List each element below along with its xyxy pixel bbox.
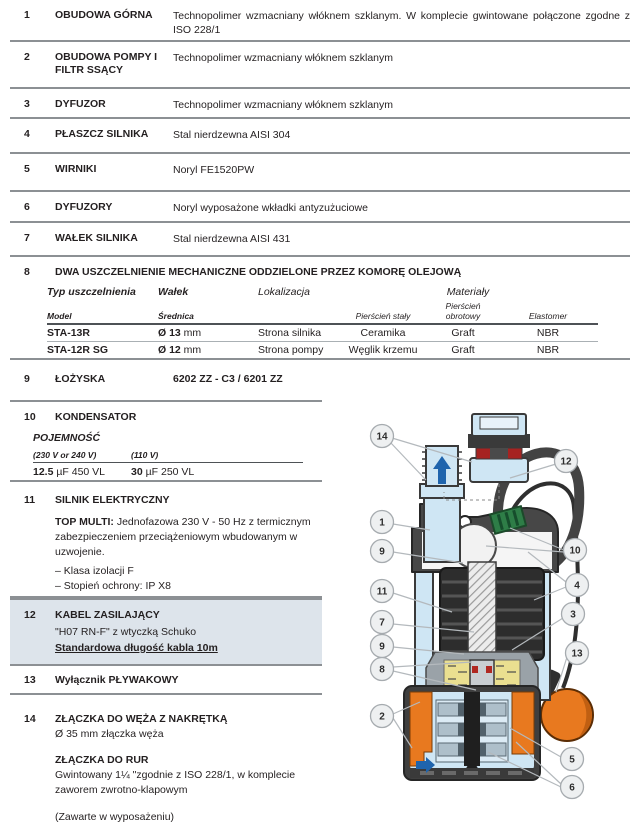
seal-model: STA-13R [47, 327, 90, 339]
cable-label: KABEL ZASILAJĄCY [55, 609, 160, 621]
seal-section [10, 257, 630, 360]
component-description: Stal nierdzewna AISI 431 [173, 233, 291, 245]
callout-number: 8 [379, 664, 385, 676]
callout-number: 10 [569, 545, 581, 557]
pump-casing-right [512, 692, 534, 754]
cable-length: Standardowa długość kabla 10m [55, 642, 218, 654]
component-label: DYFUZOR [55, 98, 106, 110]
seal-row-sta12rsg [47, 342, 598, 358]
row-number: 11 [24, 494, 36, 506]
component-description: Technopolimer wzmacniany włóknem szklanym. W komplecie gwintowane połączone zgodne z ISO 228/1 [173, 10, 630, 36]
callout-7 [371, 611, 394, 634]
seal-diameter [158, 327, 258, 339]
float-switch-row [10, 666, 322, 695]
motor-protection-degree: – Stopień ochrony: IP X8 [55, 580, 171, 592]
callout-number: 12 [560, 456, 572, 468]
callout-number: 5 [569, 754, 575, 766]
callout-number: 13 [571, 648, 583, 660]
bearings-row [10, 360, 322, 402]
callout-11 [371, 580, 394, 603]
spec-row-6 [10, 192, 630, 223]
hose-fitting-label: ZŁĄCZKA DO WĘŻA Z NAKRĘTKĄ [55, 713, 228, 725]
row-number: 3 [24, 98, 30, 110]
capacitor-row [10, 402, 322, 482]
callout-8 [371, 658, 394, 681]
seal-table [47, 286, 598, 358]
callout-number: 7 [379, 617, 385, 629]
seal-diameter-unit: mm [180, 344, 202, 356]
seal-section-title: DWA USZCZELNIENIE MECHANICZNE ODDZIELONE PRZEZ KOMORĘ OLEJOWĄ [55, 266, 462, 278]
component-description: Noryl FE1520PW [173, 164, 255, 176]
seal-diameter-value: Ø 12 [158, 344, 181, 356]
capacitance-value-230 [33, 466, 131, 478]
callout-number: 11 [376, 586, 388, 598]
motor-label: SILNIK ELEKTRYCZNY [55, 494, 170, 506]
discharge-pipe-body [424, 496, 460, 562]
component-description: Noryl wyposażone wkładki antyzużuciowe [173, 202, 368, 214]
component-label: WIRNIKI [55, 163, 97, 175]
pump-cutaway-diagram [360, 400, 640, 812]
subcol-empty [258, 318, 338, 321]
capacitance-number: 30 [131, 466, 143, 478]
row-number: 10 [24, 411, 36, 423]
capacitance-subtitle: POJEMNOŚĆ [33, 432, 101, 444]
capacitance-number: 12.5 [33, 466, 54, 478]
seal-diameter [158, 344, 258, 356]
row-number: 7 [24, 232, 30, 244]
callout-number: 2 [379, 711, 385, 723]
callout-number: 6 [569, 782, 575, 794]
spec-row-1 [10, 0, 630, 42]
subcol-model: Model [47, 311, 72, 321]
callout-6 [561, 776, 584, 799]
subcol-rotating-ring: Pierścień obrotowy [445, 301, 481, 321]
seal-location: Strona silnika [258, 327, 322, 339]
spec-row-5 [10, 154, 630, 192]
row-number: 6 [24, 201, 30, 213]
subcol-elastomer: Elastomer [528, 311, 568, 321]
voltage-header-110: (110 V) [131, 450, 159, 460]
spec-row-7 [10, 223, 630, 257]
row-number: 9 [24, 373, 30, 385]
bearings-label: ŁOŻYSKA [55, 373, 106, 385]
bearings-value: 6202 ZZ - C3 / 6201 ZZ [173, 373, 283, 385]
row-number: 14 [24, 713, 36, 725]
motor-row [10, 482, 322, 598]
col-header-location: Lokalizacja [258, 286, 310, 298]
motor-brand-desc: Jednofazowa 230 V - 50 Hz z termicznym zabezpieczeniem przeciążeniowym wbudowanym w uzwojenie. [55, 516, 311, 558]
spec-row-3 [10, 89, 630, 119]
row-number: 5 [24, 163, 30, 175]
lower-shaft [464, 692, 480, 766]
subcol-diameter: Średnica [158, 311, 194, 321]
component-label: PŁASZCZ SILNIKA [55, 128, 149, 140]
callout-number: 9 [379, 641, 385, 653]
lower-component-list [10, 360, 322, 823]
callout-9-lower [371, 635, 394, 658]
capacitance-value-110 [131, 466, 303, 478]
spec-row-4 [10, 119, 630, 154]
pipe-fitting-label: ZŁĄCZKA DO RUR [55, 754, 149, 766]
row-number: 8 [24, 266, 30, 278]
motor-insulation-class: – Klasa izolacji F [55, 565, 134, 577]
seal-model: STA-12R SG [47, 344, 109, 356]
seal-table-subheader [47, 298, 598, 325]
seal-rotating-ring: Graft [451, 344, 475, 356]
hose-fitting-size: Ø 35 mm złączka węża [55, 728, 164, 740]
pump-diagram-svg [360, 400, 640, 812]
cable-type: "H07 RN-F" z wtyczką Schuko [55, 626, 197, 638]
row-number: 13 [24, 674, 36, 686]
callout-3 [562, 603, 585, 626]
seal-rotating-ring: Graft [451, 327, 475, 339]
component-label: OBUDOWA GÓRNA [55, 9, 153, 21]
motor-description [55, 515, 331, 560]
callout-5 [561, 748, 584, 771]
callout-4 [566, 574, 589, 597]
pipe-fitting-description: Gwintowany 1¼ "zgodnie z ISO 228/1, w komplecie zaworem zwrotno-klapowym [55, 769, 296, 796]
float-switch-label: Wyłącznik PŁYWAKOWY [55, 674, 179, 686]
row-number: 1 [24, 9, 30, 21]
included-note: (Zawarte w wyposażeniu) [55, 811, 175, 823]
col-header-shaft: Wałek [158, 286, 189, 298]
callout-1 [371, 511, 394, 534]
motor-shaft [468, 562, 496, 662]
hose-connector-part [468, 414, 530, 482]
component-description: Stal nierdzewna AISI 304 [173, 129, 291, 141]
seal-diameter-value: Ø 13 [158, 327, 181, 339]
callout-number: 4 [574, 580, 580, 592]
callout-10 [564, 539, 587, 562]
component-description: Technopolimer wzmacniany włóknem szklanym [173, 52, 393, 64]
seal-elastomer: NBR [536, 344, 560, 356]
row-number: 4 [24, 128, 30, 140]
callout-number: 9 [379, 546, 385, 558]
callout-number: 1 [379, 517, 385, 529]
callout-9-upper [371, 540, 394, 563]
seal-elastomer: NBR [536, 327, 560, 339]
capacitance-unit: µF 450 VL [53, 466, 106, 478]
seal-row-sta13r [47, 325, 598, 342]
capacitance-table [33, 450, 303, 478]
component-label: OBUDOWA POMPY I FILTR SSĄCY [55, 51, 158, 76]
row-number: 12 [24, 609, 36, 621]
callout-number: 3 [570, 609, 576, 621]
callout-12 [555, 450, 578, 473]
seal-stationary-ring: Węglik krzemu [348, 344, 418, 356]
component-label: DYFUZORY [55, 201, 113, 213]
cable-row-highlighted [10, 598, 322, 666]
voltage-header-230: (230 V or 240 V) [33, 450, 97, 460]
subcol-stationary-ring: Pierścień stały [355, 311, 411, 321]
callout-number: 14 [376, 431, 388, 443]
fittings-row [10, 695, 322, 823]
col-header-materials: Materiały [446, 286, 490, 298]
motor-brand: TOP MULTI: [55, 516, 114, 528]
capacitor-label: KONDENSATOR [55, 411, 137, 423]
component-label: WAŁEK SILNIKA [55, 232, 138, 244]
seal-diameter-unit: mm [180, 327, 202, 339]
component-list [10, 0, 630, 360]
seal-stationary-ring: Ceramika [360, 327, 406, 339]
col-header-type: Typ uszczelnienia [47, 286, 136, 298]
callout-13 [566, 642, 589, 665]
row-number: 2 [24, 51, 30, 63]
callout-2 [371, 705, 394, 728]
spec-row-2 [10, 42, 630, 89]
seal-table-header [47, 286, 598, 298]
callout-14 [371, 425, 394, 448]
component-description: Technopolimer wzmacniany włóknem szklanym [173, 99, 393, 111]
capacitance-unit: µF 250 VL [142, 466, 195, 478]
seal-location: Strona pompy [258, 344, 324, 356]
